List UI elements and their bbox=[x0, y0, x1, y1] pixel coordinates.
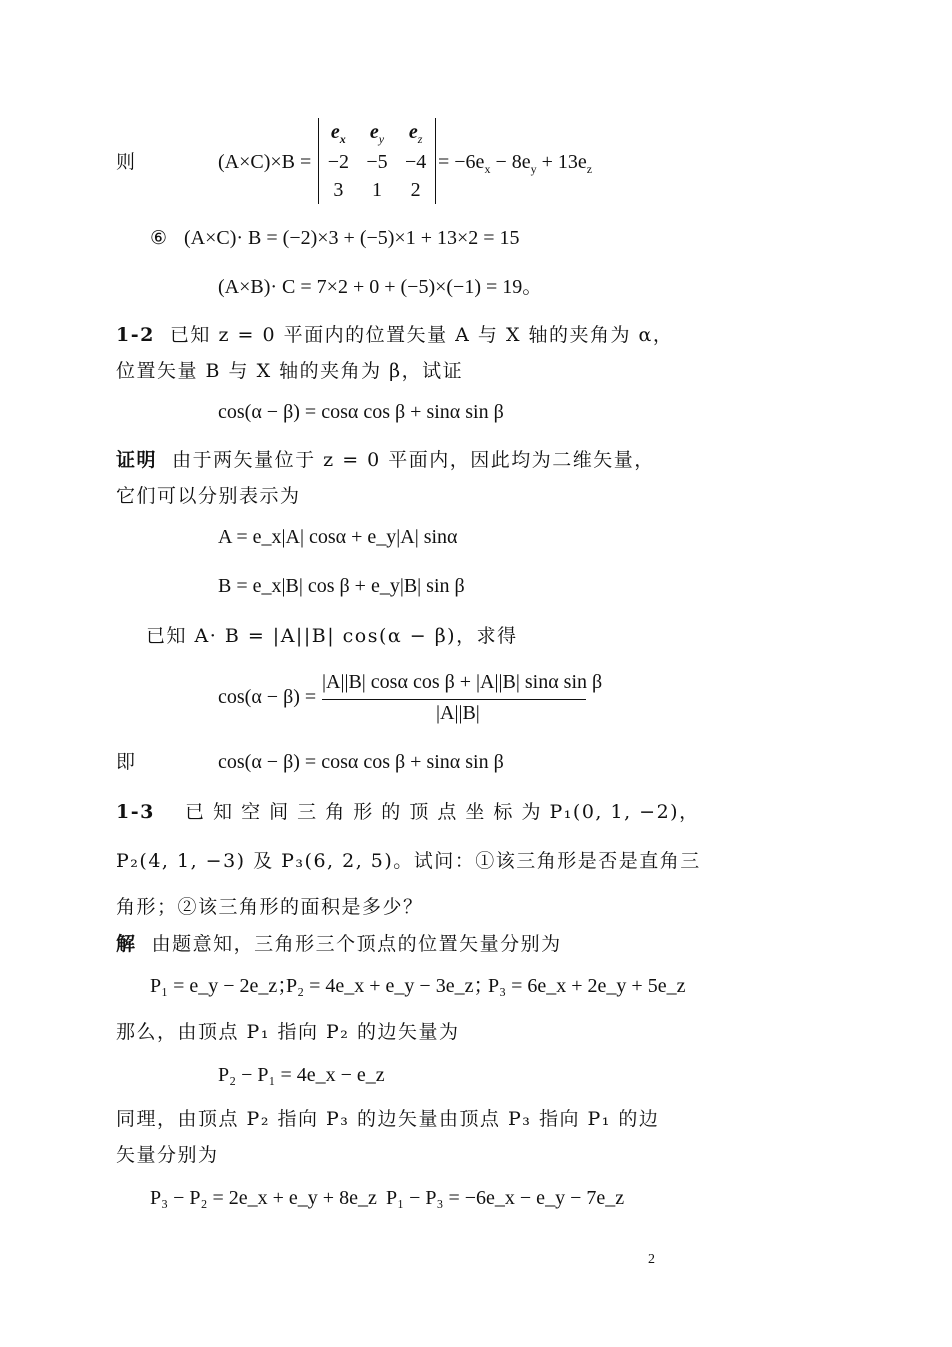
edge-vector-p1-p3: P₁ − P₃ = −6e_x − e_y − 7e_z bbox=[386, 1187, 625, 1209]
det-r1c1: e bbox=[330, 120, 340, 143]
conclusion-eq: cos(α − β) = cosα cos β + sinα sin β bbox=[218, 751, 504, 773]
similarly-line-2: 矢量分别为 bbox=[116, 1144, 219, 1166]
problem-number: 1-2 bbox=[116, 324, 155, 346]
solution-label: 解 bbox=[116, 933, 137, 955]
det-r2c2: −5 bbox=[366, 151, 388, 174]
proof-label: 证明 bbox=[116, 449, 158, 471]
vector-b-expansion: B = e_x|B| cos β + e_y|B| sin β bbox=[218, 575, 465, 597]
item-mark-6: ⑥ bbox=[150, 227, 169, 249]
problem-number: 1-3 bbox=[116, 801, 155, 823]
determinant-matrix: $e_x$ $e_y$ $e_z$ −2 −5 −4 3 1 2 bbox=[318, 118, 436, 204]
proof-line-1: 证明 由于两矢量位于 z = 0 平面内，因此均为二维矢量， bbox=[116, 449, 655, 471]
det-r1c3: e bbox=[408, 120, 418, 143]
dot-product-eq-2: (A×B)· C = 7×2 + 0 + (−5)×(−1) = 19。 bbox=[218, 276, 543, 298]
cross-product-lhs: (A×C)×B = bbox=[218, 151, 312, 173]
problem-1-3-line-3: 角形；②该三角形的面积是多少？ bbox=[116, 896, 424, 918]
position-vector-p2: P₂ = 4e_x + e_y − 3e_z； bbox=[286, 975, 494, 997]
problem-1-2-goal: cos(α − β) = cosα cos β + sinα sin β bbox=[218, 401, 504, 423]
edge-vector-p2-p1: P₂ − P₁ = 4e_x − e_z bbox=[218, 1064, 385, 1086]
determinant-result: = $-6e_x - 8e_y + 13e_z$ bbox=[438, 151, 593, 176]
fraction-denominator: |A||B| bbox=[436, 702, 480, 724]
dot-product-eq-1: (A×C)· B = (−2)×3 + (−5)×1 + 13×2 = 15 bbox=[184, 227, 520, 249]
vector-a-expansion: A = e_x|A| cosα + e_y|A| sinα bbox=[218, 526, 458, 548]
problem-1-2-line-1: 1-2 已知 z = 0 平面内的位置矢量 A 与 X 轴的夹角为 α， bbox=[116, 324, 674, 346]
fraction-numerator: |A||B| cosα cos β + |A||B| sinα sin β bbox=[322, 671, 603, 693]
page-number: 2 bbox=[648, 1252, 655, 1267]
ji-label: 即 bbox=[116, 751, 137, 773]
solution-line-1: 解 由题意知，三角形三个顶点的位置矢量分别为 bbox=[116, 933, 562, 955]
problem-1-3-line-1: 1-3 已 知 空 间 三 角 形 的 顶 点 坐 标 为 P₁(0, 1, −2)， bbox=[116, 801, 700, 823]
edge-intro-line: 那么，由顶点 P₁ 指向 P₂ 的边矢量为 bbox=[116, 1021, 460, 1043]
fraction-bar bbox=[322, 699, 586, 700]
similarly-line-1: 同理，由顶点 P₂ 指向 P₃ 的边矢量由顶点 P₃ 指向 P₁ 的边 bbox=[116, 1108, 660, 1130]
det-r3c1: 3 bbox=[333, 178, 344, 201]
position-vector-p1: P₁ = e_y − 2e_z； bbox=[150, 975, 298, 997]
position-vector-p3: P₃ = 6e_x + 2e_y + 5e_z bbox=[488, 975, 686, 997]
edge-vector-p3-p2: P₃ − P₂ = 2e_x + e_y + 8e_z bbox=[150, 1187, 377, 1209]
det-r1c2: e bbox=[369, 120, 379, 143]
problem-1-3-line-2: P₂(4, 1, −3) 及 P₃(6, 2, 5)。试问：①该三角形是否是直角三 bbox=[116, 850, 701, 872]
det-r3c3: 2 bbox=[410, 178, 421, 201]
det-r3c2: 1 bbox=[371, 178, 382, 201]
problem-1-2-line-2: 位置矢量 B 与 X 轴的夹角为 β，试证 bbox=[116, 360, 464, 382]
then-label: 则 bbox=[116, 151, 137, 173]
proof-line-2: 它们可以分别表示为 bbox=[116, 485, 301, 507]
fraction-lhs: cos(α − β) = bbox=[218, 686, 317, 708]
det-r2c1: −2 bbox=[327, 151, 349, 174]
known-relation: 已知 A· B = |A||B| cos(α − β)，求得 bbox=[146, 625, 518, 647]
det-r2c3: −4 bbox=[405, 151, 427, 174]
